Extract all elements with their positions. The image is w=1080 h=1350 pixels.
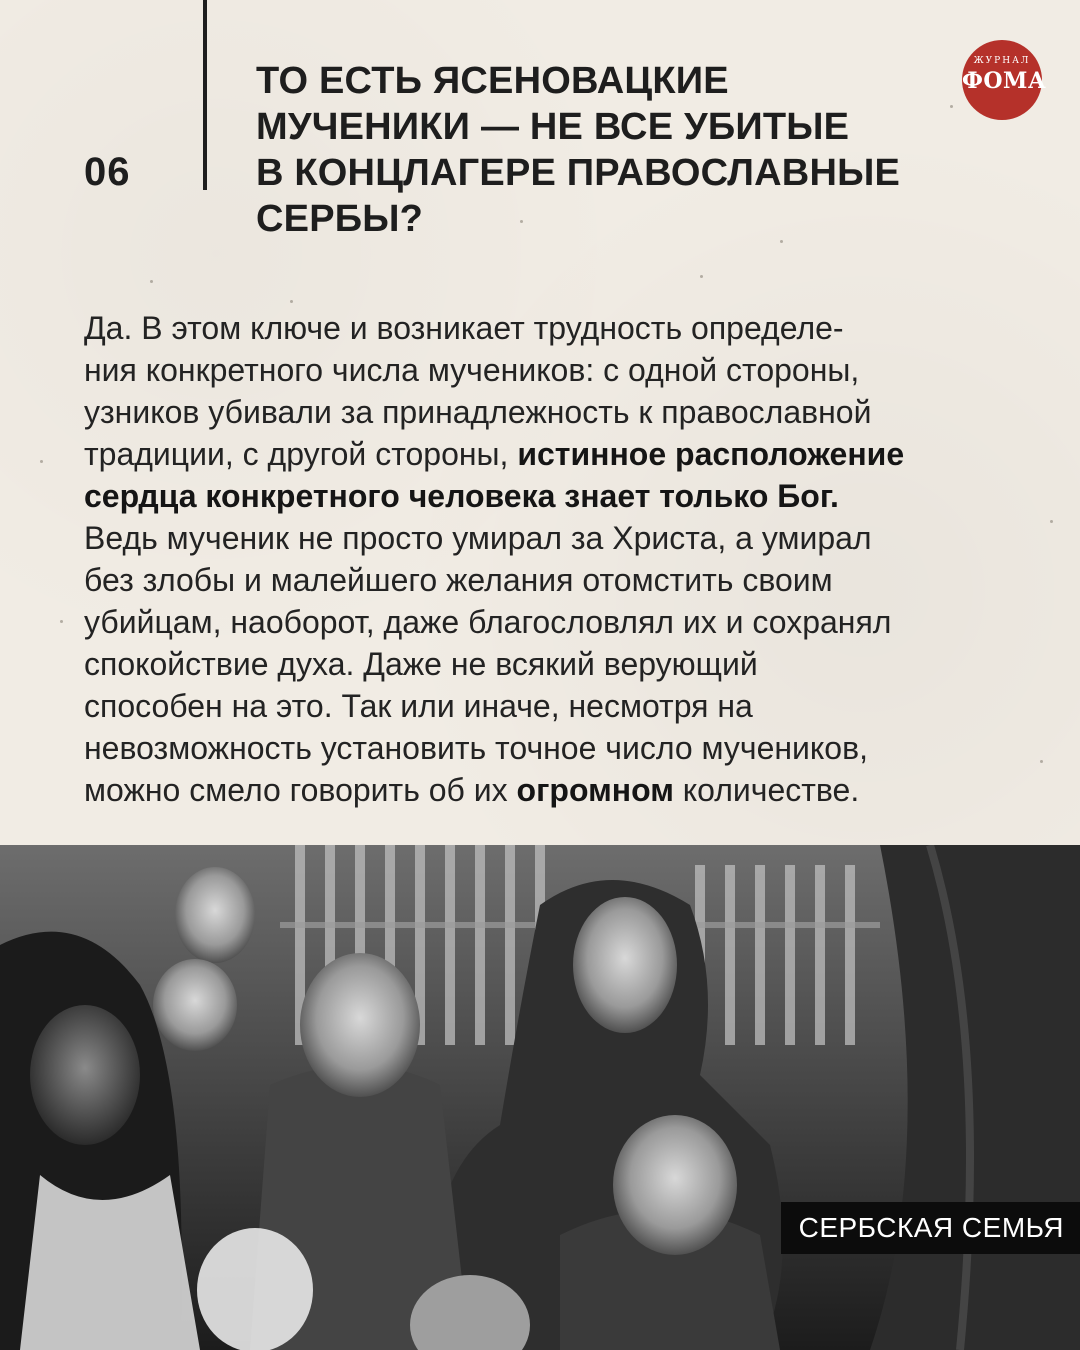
- title-line: СЕРБЫ?: [256, 198, 424, 240]
- foma-logo: [962, 40, 1047, 120]
- paper-speck: [700, 275, 703, 278]
- photo-illustration: [0, 845, 1080, 1350]
- page-title: [256, 58, 956, 242]
- logo-big-text: ФОМА: [962, 68, 1047, 94]
- paper-speck: [150, 280, 153, 283]
- body-line: убийцам, наоборот, даже благословлял их и сохранял: [84, 604, 892, 640]
- paper-speck: [40, 460, 43, 463]
- vertical-divider: [203, 0, 207, 190]
- body-line: невозможность установить точное число мучеников,: [84, 730, 868, 766]
- body-line: Да. В этом ключе и возникает трудность определе-: [84, 310, 844, 346]
- paper-speck: [1040, 760, 1043, 763]
- body-text-bold: огромном: [516, 772, 674, 808]
- body-line: [84, 433, 1034, 475]
- body-text-normal: традиции, с другой стороны,: [84, 436, 518, 472]
- paper-speck: [1050, 520, 1053, 523]
- title-line: В КОНЦЛАГЕРЕ ПРАВОСЛАВНЫЕ: [256, 152, 901, 194]
- paper-speck: [60, 620, 63, 623]
- body-line: [84, 769, 1034, 811]
- title-line: ТО ЕСТЬ ЯСЕНОВАЦКИЕ: [256, 60, 729, 102]
- logo-small-text: ЖУРНАЛ: [973, 56, 1031, 66]
- body-line: узников убивали за принадлежность к православной: [84, 394, 872, 430]
- body-text-normal: можно смело говорить об их: [84, 772, 517, 808]
- title-line: МУЧЕНИКИ — НЕ ВСЕ УБИТЫЕ: [256, 106, 850, 148]
- body-line: [84, 475, 1034, 517]
- historical-photo: [0, 845, 1080, 1350]
- paper-speck: [290, 300, 293, 303]
- body-line: Ведь мученик не просто умирал за Христа, а умирал: [84, 520, 872, 556]
- body-text-bold: истинное расположение: [517, 436, 905, 472]
- slide-number: 06: [84, 150, 131, 194]
- body-line: ния конкретного числа мучеников: с одной стороны,: [84, 352, 860, 388]
- body-line: способен на это. Так или иначе, несмотря на: [84, 688, 753, 724]
- photo-caption: СЕРБСКАЯ СЕМЬЯ: [781, 1202, 1080, 1254]
- body-text-normal: количестве.: [673, 772, 860, 808]
- body-line: спокойствие духа. Даже не всякий верующий: [84, 646, 758, 682]
- body-line: без злобы и малейшего желания отомстить своим: [84, 562, 833, 598]
- body-paragraph: [84, 307, 1034, 811]
- body-text-bold: сердца конкретного человека знает только Бог.: [84, 478, 839, 514]
